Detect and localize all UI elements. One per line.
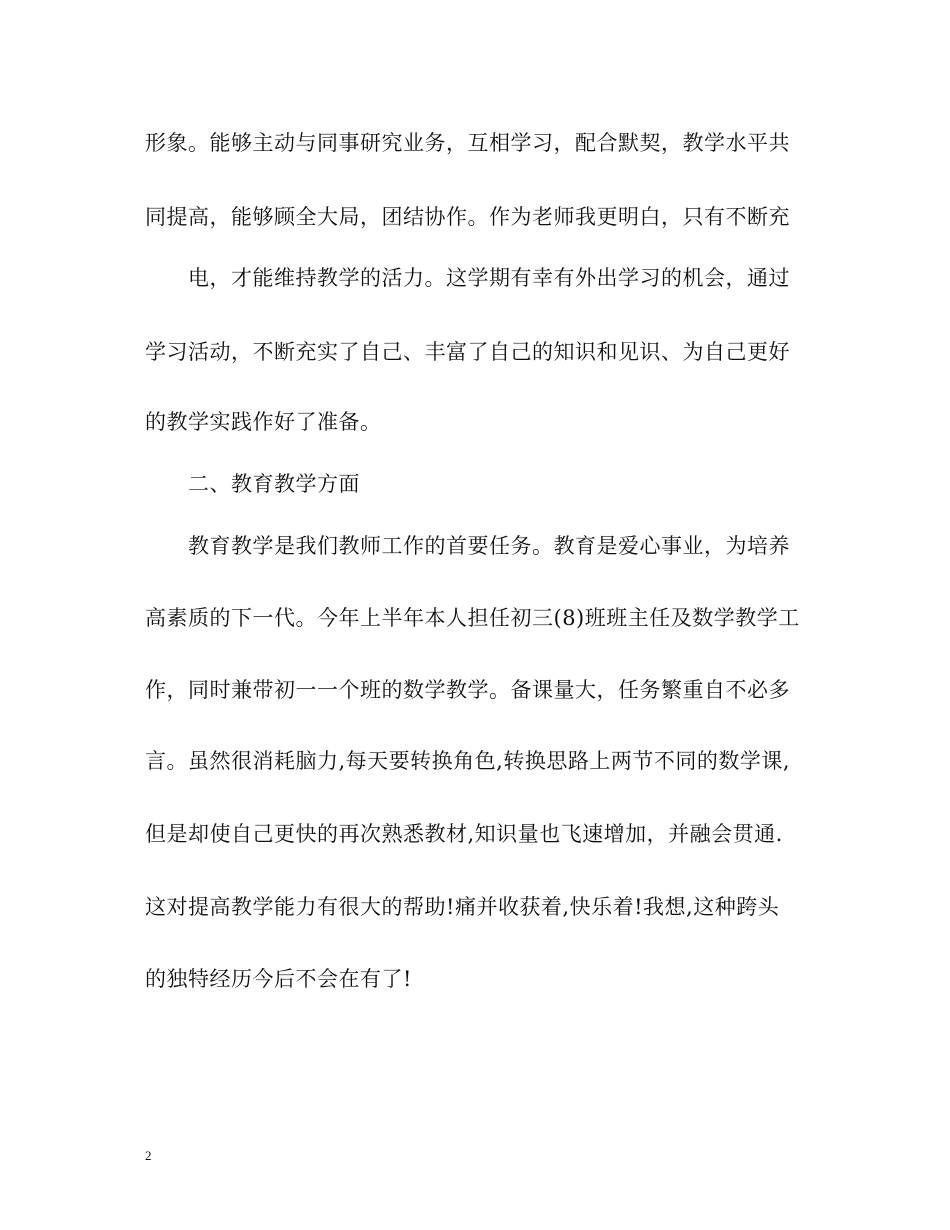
paragraph-line: 的独特经历今后不会在有了!: [145, 967, 412, 991]
paragraph-line: 形象。能够主动与同事研究业务，互相学习，配合默契，教学水平共: [145, 131, 790, 155]
page-number: 2: [145, 1148, 152, 1163]
paragraph-line: 高素质的下一代。今年上半年本人担任初三(8)班班主任及数学教学工: [145, 606, 800, 630]
paragraph-line: 这对提高教学能力有很大的帮助!痛并收获着,快乐着!我想,这种跨头: [145, 895, 780, 919]
paragraph-line: 言。虽然很消耗脑力,每天要转换角色,转换思路上两节不同的数学课,: [145, 749, 791, 773]
paragraph-line: 的教学实践作好了准备。: [145, 410, 382, 434]
paragraph-line: 同提高，能够顾全大局，团结协作。作为老师我更明白，只有不断充: [145, 205, 790, 229]
paragraph-line: 电，才能维持教学的活力。这学期有幸有外出学习的机会，通过: [188, 266, 790, 290]
paragraph-line: 教育教学是我们教师工作的首要任务。教育是爱心事业，为培养: [188, 534, 790, 558]
paragraph-line: 但是却使自己更快的再次熟悉教材,知识量也飞速增加，并融会贯通.: [145, 822, 783, 846]
paragraph-line: 作，同时兼带初一一个班的数学教学。备课量大，任务繁重自不必多: [145, 678, 790, 702]
paragraph-line: 学习活动，不断充实了自己、丰富了自己的知识和见识、为自己更好: [145, 340, 790, 364]
section-heading: 二、教育教学方面: [188, 472, 360, 496]
